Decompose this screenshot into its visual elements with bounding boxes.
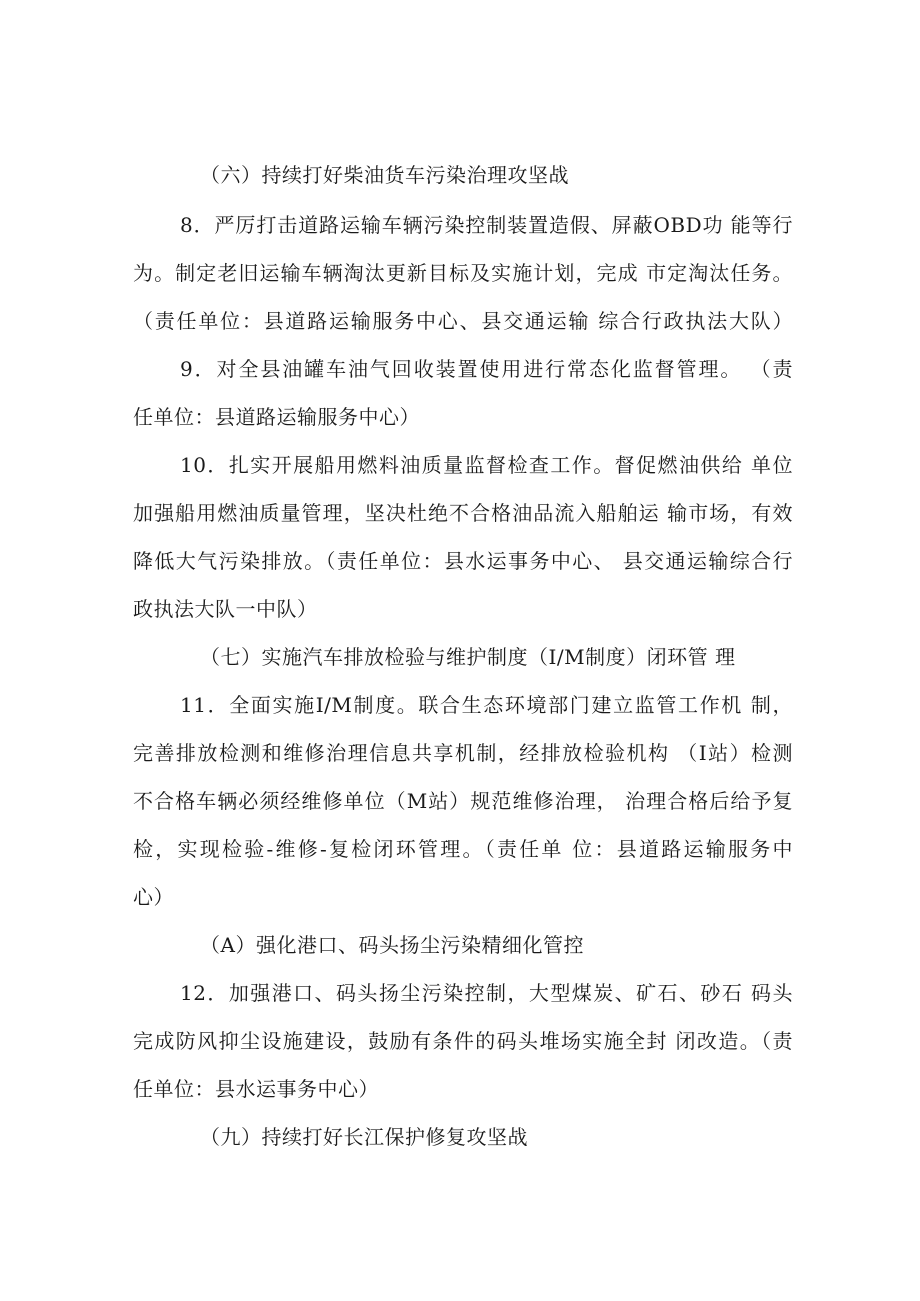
paragraph-line: 完善排放检测和维修治理信息共享机制，经排放检验机构 （I站）检测 xyxy=(133,741,793,765)
paragraph-line: 任单位：县道路运输服务中心） xyxy=(133,405,420,429)
paragraph-line: 8．严厉打击道路运输车辆污染控制装置造假、屏蔽OBD功 能等行 xyxy=(180,213,793,237)
paragraph-line: 10．扎实开展船用燃料油质量监督检查工作。督促燃油供给 单位 xyxy=(180,453,793,477)
paragraph-line: 为。制定老旧运输车辆淘汰更新目标及实施计划，完成 市定淘汰任务。 xyxy=(133,261,793,285)
paragraph-line: 任单位：县水运事务中心） xyxy=(133,1077,379,1101)
paragraph-line: 降低大气污染排放。（责任单位：县水运事务中心、 县交通运输综合行 xyxy=(133,549,793,573)
paragraph-line: 加强船用燃油质量管理，坚决杜绝不合格油品流入船舶运 输市场，有效 xyxy=(133,501,793,525)
paragraph-line: 心） xyxy=(133,885,174,909)
section-heading-6: （六）持续打好柴油货车污染治理攻坚战 xyxy=(200,163,569,187)
paragraph-line: 政执法大队一中队） xyxy=(133,597,318,621)
paragraph-line: 12．加强港口、码头扬尘污染控制，大型煤炭、矿石、砂石 码头 xyxy=(180,981,793,1005)
section-heading-8: （A）强化港口、码头扬尘污染精细化管控 xyxy=(200,933,584,957)
paragraph-line: 9．对全县油罐车油气回收装置使用进行常态化监督管理。 （责 xyxy=(180,357,793,381)
paragraph-line: 完成防风抑尘设施建设，鼓励有条件的码头堆场实施全封 闭改造。（责 xyxy=(133,1029,793,1053)
paragraph-line: 11．全面实施I/M制度。联合生态环境部门建立监管工作机 制， xyxy=(180,693,793,717)
section-heading-7: （七）实施汽车排放检验与维护制度（I/M制度）闭环管 理 xyxy=(200,645,736,669)
paragraph-line: 不合格车辆必须经维修单位（M站）规范维修治理， 治理合格后给予复 xyxy=(133,789,793,813)
section-heading-9: （九）持续打好长江保护修复攻坚战 xyxy=(200,1125,528,1149)
paragraph-line: 检，实现检验-维修-复检闭环管理。（责任单 位：县道路运输服务中 xyxy=(133,837,793,861)
paragraph-line: （责任单位：县道路运输服务中心、县交通运输 综合行政执法大队） xyxy=(133,309,793,333)
